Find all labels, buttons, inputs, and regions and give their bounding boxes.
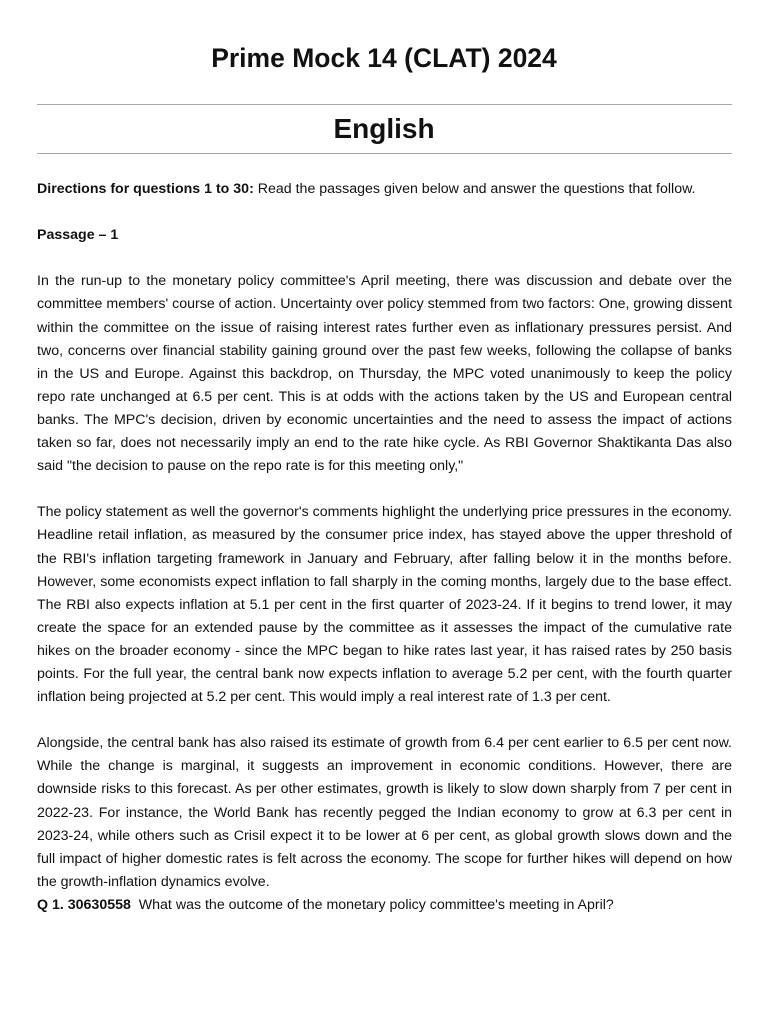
passage-paragraph-1: In the run-up to the monetary policy committee's April meeting, there was discussion and debate over the committee members' course of action. Uncertainty over policy stemmed from two factors: One, growing dissent within the committee on the issue of raising interest rates further even as inflationary pressures persist. And two, concerns over financial stability gaining ground over the past few weeks, following the collapse of banks in the US and Europe. Against this backdrop, on Thursday, the MPC voted unanimously to keep the policy repo rate unchanged at 6.5 per cent. This is at odds with the actions taken by the US and European central banks. The MPC's decision, driven by economic uncertainties and the need to assess the impact of actions taken so far, does not necessarily imply an end to the rate hike cycle. As RBI Governor Shaktikanta Das also said "the decision to pause on the repo rate is for this meeting only," xyxy=(37,273,733,475)
passage-label: Passage – 1 xyxy=(37,227,119,244)
question-text: What was the outcome of the monetary policy committee's meeting in April? xyxy=(138,896,614,913)
section-title: English xyxy=(333,113,435,144)
question-1 xyxy=(37,894,732,917)
passage-paragraph-3: Alongside, the central bank has also raised its estimate of growth from 6.4 per cent earlier to 6.5 per cent now. While the change is marginal, it suggests an improvement in economic conditions. However, there are downside risks to this forecast. As per other estimates, growth is likely to slow down sharply from 7 per cent in 2022-23. For instance, the World Bank has recently pegged the Indian economy to grow at 6.3 per cent in 2023-24, while others such as Crisil expect it to be lower at 6 per cent, as global growth slows down and the full impact of higher domestic rates is felt across the economy. The scope for further hikes will depend on how the growth-inflation dynamics evolve. xyxy=(37,735,732,890)
passage-paragraph-2: The policy statement as well the governor's comments highlight the underlying price pressures in the economy. Headline retail inflation, as measured by the consumer price index, has stayed above the upper threshold of the RBI's inflation targeting framework in January and February, after falling below it in the months before. However, some economists expect inflation to fall sharply in the coming months, largely due to the base effect. The RBI also expects inflation at 5.1 per cent in the first quarter of 2023-24. If it begins to trend lower, it may create the space for an extended pause by the committee as it assesses the impact of the cumulative rate hikes on the broader economy - since the MPC began to hike rates last year, it has raised rates by 250 basis points. For the full year, the central bank now expects inflation to average 5.2 per cent, with the fourth quarter inflation being projected at 5.2 per cent. This would imply a real interest rate of 1.3 per cent. xyxy=(37,504,732,706)
question-number: Q 1. 30630558 xyxy=(37,896,131,913)
directions-text: Read the passages given below and answer the questions that follow. xyxy=(257,181,696,197)
directions xyxy=(37,178,732,201)
section-divider xyxy=(37,153,732,154)
document-body xyxy=(37,178,732,917)
title-divider xyxy=(37,104,732,105)
page-title: Prime Mock 14 (CLAT) 2024 xyxy=(211,43,557,73)
directions-lead: Directions for questions 1 to 30: xyxy=(37,181,254,197)
